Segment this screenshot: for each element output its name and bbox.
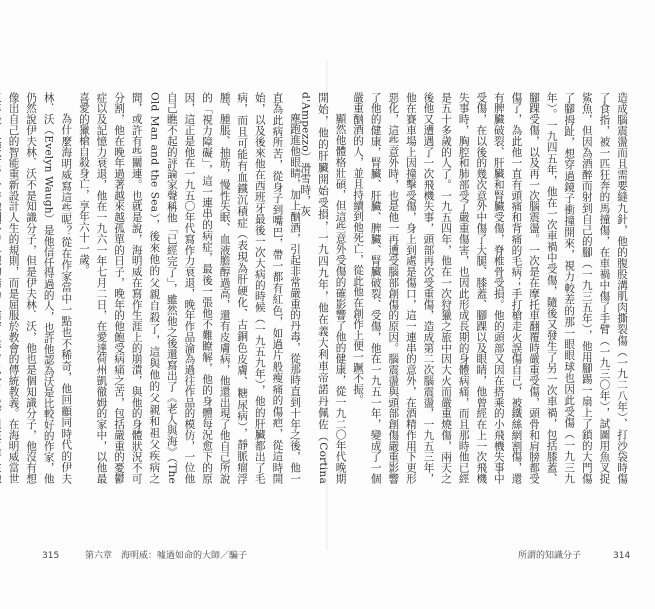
right-paragraph-1: 造成腦震盪而且需要縫九針，他的腹股溝肌肉撕裂傷（一九二八年）、打沙袋時傷了食指，被一匹狂奔的馬撞傷，在車禍中傷了手臂（一九三〇年），試圖用魚叉捉鯊魚，但因為酒醉而射到自己的腳（一九三五年），他用腳踢一扇上了鎖的大門傷了腳拇趾，想穿過鏡子衝撞開來，視力較差的那一眼眼球也因此受傷（一九三九年）。一九四五年，他在一次車禍中受傷，隨後又發生了另一次車禍，包括膝蓋、腳踝受傷，以及再一次腦震盪。一次是在摩托車翻覆時嚴重受傷，頭骨和肩膀都受傷了，為此他一直有頭痛和背痛的毛病；手打槍走火誤傷自己，被鐵絲網割傷，還有脾臟破裂、肝臟和腎臟受傷，脊椎骨受損。他的頭部又因在搭乘的小飛機失事中受傷，在以後的幾次意外中傷了大腿、膝蓋、腳踝以及眼睛，他曾經在上一次飛機失事時，胸腔和肺部受了嚴重傷害，也因此形成長期的身體病痛，而且那時他已經是五十多歲的人了。一九五四年，他在一次狩獵之旅中因大火而嚴重燒傷，兩天之後他又遭遇了一次飛機失事，頭部再次受重傷，造成第二次腦震盪，一九五三年，他在賽車場上因撞擊受傷，身上到處是傷口，這一連串的意外，在酒精作用下更形惡化，這些意外時，也是他一再遭受腦部創傷的原因。腦震盪與頭部創傷嚴重影響了他的健康，腎臟、肝臟、脾臟、腎臟破裂、受傷，他在一九五一年，變成了一個嚴重酗酒的人，並且持續到他死亡，從此他在創作上便一蹶不振。 [352, 92, 628, 484]
right-running-head: 所謂的知識分子 [518, 551, 582, 561]
left-page-body [7, 92, 303, 484]
left-running-head: 第六章 海明威：噓過如命的大師／騙子 [85, 551, 248, 561]
left-paragraph-1: 塵跑進他眼睛，加上酗酒，引起非常嚴重的丹毒，從那時直到十年之後，他一直為此病所苦，從身子到嘴巴，帶一都有紅色，如過片般瘦痛的傷疤，從這時開始，以及後來他在西班牙最後一次大病的時候（一九五九年），他的肝臟都出了毛病，而且可能有血鐵沉積症（表現為肝硬化、古銅色皮膚、糖尿病），靜脈瘤浮腫、腫脹、抽筋，慢性失眠、血液膽醇過高，還有皮膚病，他還出現了他自己所說的「視力障礙」，這一連串的病症，最後一張他不難瞭解，他的身體每況愈下的原因，這正是他在一九五〇年代寫作力衰退，晚年作品淪為過往作品的模仿，一位他自己瞧不起的評論家聲稱他「已經完了」，雖然他之後還寫出了《老人與海》（The Old Man and the Sea），後來他的父親自殺了，這與他的父親和祖父疾病之間，或許有些關連。也就是說，海明威在寫作生涯上的崩潰，與他的身體狀況不可分割，他在晚年過著越來越孤單的日子，晚年的他飽受病痛之苦，包括嚴重的憂鬱症以及記憶力衰退，他在一九六一年七月二日，在愛達荷州凱徹姆的家中，以他最喜愛的獵槍自殺身亡，享年六十一歲。 [77, 92, 301, 484]
right-page-body [299, 92, 630, 484]
right-page-number: 314 [613, 551, 631, 561]
left-page [0, 0, 327, 609]
right-page [299, 0, 655, 609]
left-paragraph-2: 為什麼海明威寫這些呢？從在作家當中一點也不稀奇，他回顧同時代的伊夫林．沃（Evelyn Waugh）是他信任得過的人，也許他認為沃是比較好的作家，他仍然說伊夫林．沃不是知識分子，但是伊夫林．沃，他也是個知識分子，他沒有想像出自己的智能重新設計人生的規則，而是屈服於教會的傳統教義。在海明威當世 [7, 92, 73, 484]
right-paragraph-2: 顯然他體格壯碩，但這些意外受傷的確影響了他的健康，從一九二〇年代晚期開始，他的肝臟開始受損，一九四九年，他在義大利車帝諾丹佩佐（Cortina d'Ampezzo）滑雪時，灰 [299, 92, 347, 484]
left-page-number: 315 [42, 551, 60, 561]
